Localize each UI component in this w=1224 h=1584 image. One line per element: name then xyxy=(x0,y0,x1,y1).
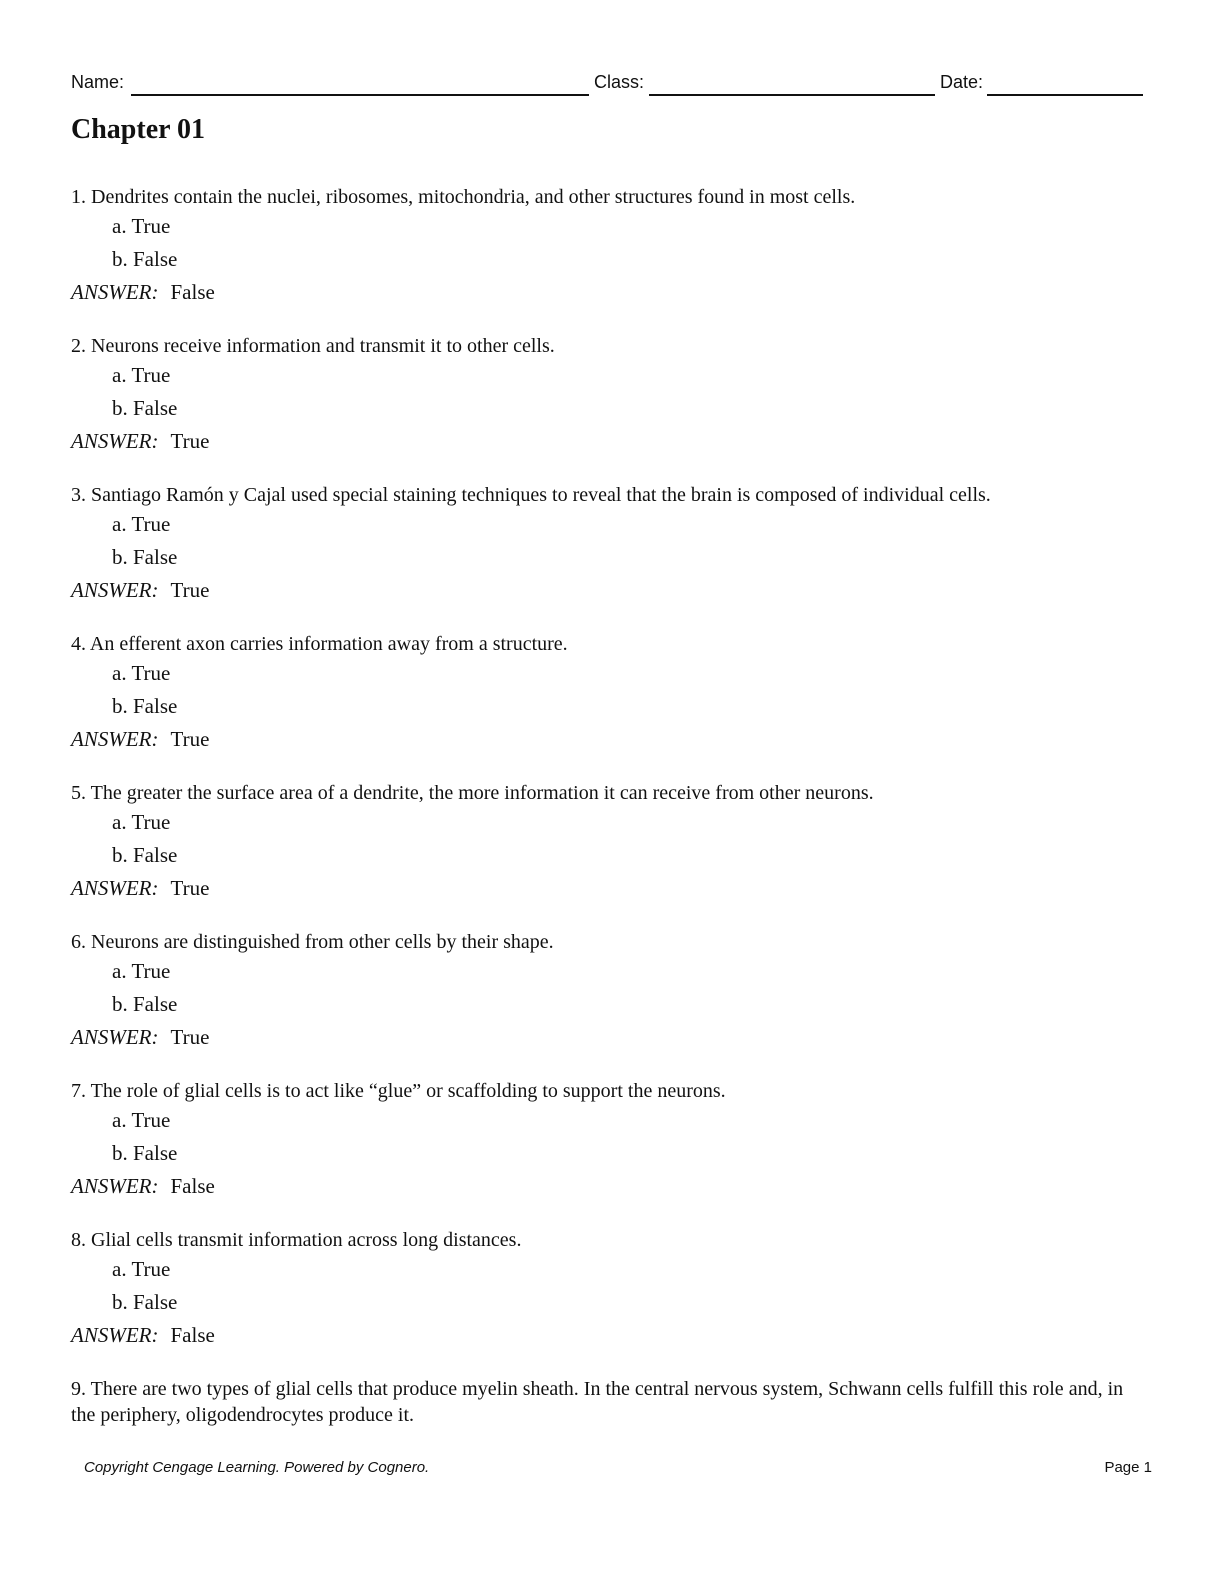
answer-option: b. False xyxy=(112,247,178,271)
question-number: 1. xyxy=(71,186,86,208)
question-stem xyxy=(71,929,1141,955)
question-text: Santiago Ramón y Cajal used special staining techniques to reveal that the brain is composed of individual cells. xyxy=(91,484,991,506)
question-item xyxy=(71,780,1141,905)
answer-value: True xyxy=(170,876,210,900)
question-text: The role of glial cells is to act like “glue” or scaffolding to support the neurons. xyxy=(90,1080,726,1102)
question-stem xyxy=(71,1078,1141,1104)
answer-option: a. True xyxy=(112,959,171,983)
question-stem xyxy=(71,482,1141,508)
question-text: An efferent axon carries information away from a structure. xyxy=(89,633,568,655)
question-list xyxy=(71,184,1141,1452)
answer-label: ANSWER: xyxy=(71,429,159,453)
date-label: Date: xyxy=(940,72,984,92)
answer-option: a. True xyxy=(112,810,171,834)
answer-line xyxy=(71,276,1141,309)
date-field[interactable] xyxy=(987,94,1143,96)
question-text: There are two types of glial cells that produce myelin sheath. In the central nervous system, Schwann cells fulfill this role and, in the periphery, oligodendrocytes produce it. xyxy=(71,1378,1124,1426)
answer-label: ANSWER: xyxy=(71,280,159,304)
answer-line xyxy=(71,723,1141,756)
answer-option: b. False xyxy=(112,396,178,420)
name-field[interactable] xyxy=(131,94,589,96)
question-stem xyxy=(71,780,1141,806)
chapter-title: Chapter 01 xyxy=(71,114,206,145)
answer-option: b. False xyxy=(112,843,178,867)
question-item xyxy=(71,1078,1141,1203)
question-item xyxy=(71,631,1141,756)
question-item xyxy=(71,929,1141,1054)
question-item xyxy=(71,1227,1141,1352)
question-number: 2. xyxy=(71,335,86,357)
answer-label: ANSWER: xyxy=(71,578,159,602)
answer-option: a. True xyxy=(112,363,171,387)
class-label: Class: xyxy=(594,72,645,92)
answer-option: b. False xyxy=(112,992,178,1016)
answer-option: b. False xyxy=(112,1290,178,1314)
question-number: 7. xyxy=(71,1080,86,1102)
answer-option: b. False xyxy=(112,545,178,569)
page-number: Page 1 xyxy=(1104,1459,1152,1476)
answer-option: b. False xyxy=(112,694,178,718)
answer-label: ANSWER: xyxy=(71,876,159,900)
answer-value: False xyxy=(170,1323,215,1347)
question-text: Neurons are distinguished from other cells by their shape. xyxy=(91,931,554,953)
copyright-text: Copyright Cengage Learning. Powered by Cognero. xyxy=(84,1459,430,1476)
question-stem xyxy=(71,1376,1141,1428)
question-number: 5. xyxy=(71,782,86,804)
answer-value: False xyxy=(170,280,215,304)
question-item xyxy=(71,1376,1141,1428)
question-text: Neurons receive information and transmit it to other cells. xyxy=(91,335,555,357)
answer-label: ANSWER: xyxy=(71,1323,159,1347)
answer-line xyxy=(71,872,1141,905)
answer-value: True xyxy=(170,578,210,602)
answer-option: a. True xyxy=(112,214,171,238)
name-label: Name: xyxy=(71,72,125,92)
question-number: 4. xyxy=(71,633,86,655)
question-item xyxy=(71,184,1141,309)
question-item xyxy=(71,482,1141,607)
class-field[interactable] xyxy=(649,94,935,96)
question-text: Glial cells transmit information across long distances. xyxy=(91,1229,522,1251)
answer-line xyxy=(71,1319,1141,1352)
question-text: Dendrites contain the nuclei, ribosomes, mitochondria, and other structures found in most cells. xyxy=(91,186,856,208)
answer-line xyxy=(71,425,1141,458)
question-stem xyxy=(71,631,1141,657)
answer-value: True xyxy=(170,429,210,453)
question-number: 9. xyxy=(71,1378,86,1400)
answer-label: ANSWER: xyxy=(71,1174,159,1198)
question-stem xyxy=(71,333,1141,359)
answer-option: b. False xyxy=(112,1141,178,1165)
answer-option: a. True xyxy=(112,661,171,685)
answer-line xyxy=(71,1170,1141,1203)
answer-value: True xyxy=(170,1025,210,1049)
answer-option: a. True xyxy=(112,1108,171,1132)
answer-line xyxy=(71,1021,1141,1054)
answer-line xyxy=(71,574,1141,607)
question-number: 8. xyxy=(71,1229,86,1251)
question-item xyxy=(71,333,1141,458)
question-number: 6. xyxy=(71,931,86,953)
answer-option: a. True xyxy=(112,512,171,536)
answer-value: False xyxy=(170,1174,215,1198)
answer-label: ANSWER: xyxy=(71,727,159,751)
question-number: 3. xyxy=(71,484,86,506)
question-text: The greater the surface area of a dendrite, the more information it can receive from other neurons. xyxy=(90,782,874,804)
header-fields xyxy=(71,70,1143,98)
answer-option: a. True xyxy=(112,1257,171,1281)
question-stem xyxy=(71,184,1141,210)
answer-label: ANSWER: xyxy=(71,1025,159,1049)
footer xyxy=(84,1459,1152,1481)
question-stem xyxy=(71,1227,1141,1253)
answer-value: True xyxy=(170,727,210,751)
